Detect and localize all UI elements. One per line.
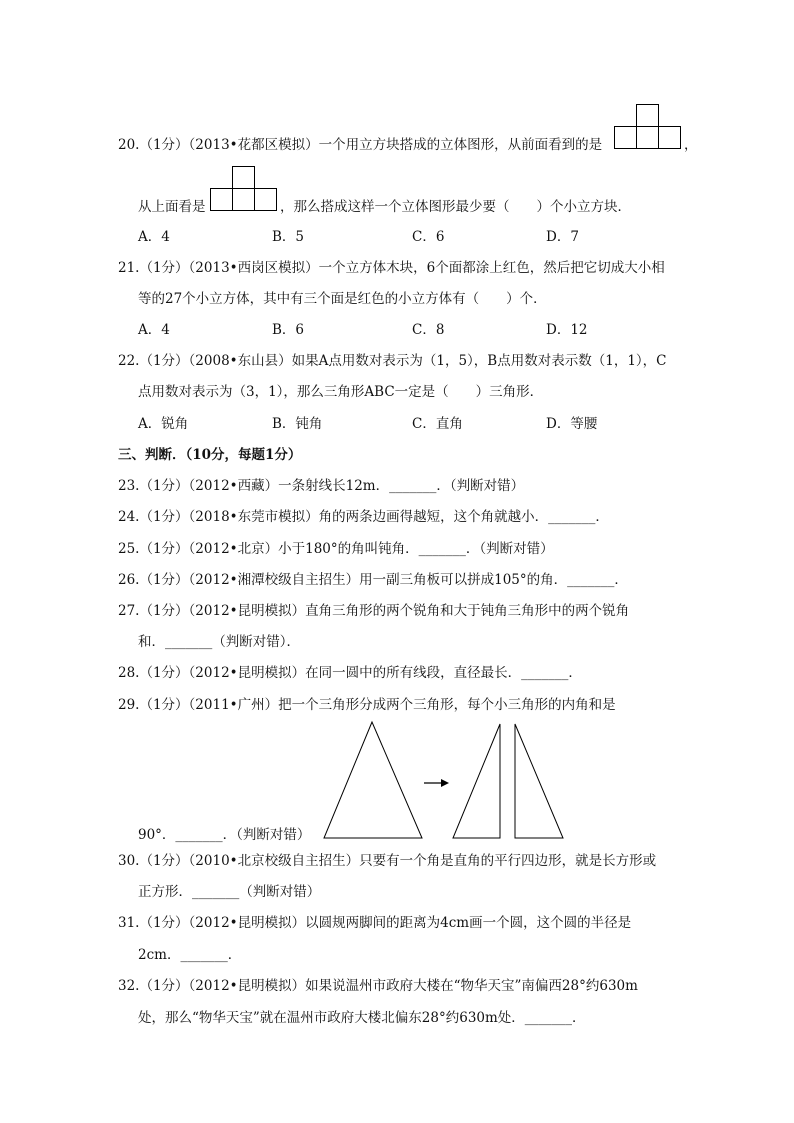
q28: 28.（1分）（2012•昆明模拟）在同一圆中的所有线段，直径最长．_______． <box>118 665 582 681</box>
q21-option-a: A．4 <box>138 322 170 338</box>
q20-option-b: B．5 <box>272 229 305 245</box>
q22-option-c: C．直角 <box>412 416 463 432</box>
q20-comma: ， <box>684 137 698 153</box>
q23: 23.（1分）（2012•西藏）一条射线长12m．_______．（判断对错） <box>118 478 525 494</box>
q25: 25.（1分）（2012•北京）小于180°的角叫钝角．_______．（判断对错） <box>118 541 554 557</box>
arrow-right-icon <box>424 779 449 787</box>
q21-option-b: B．6 <box>272 322 305 338</box>
q21-option-c: C．8 <box>412 322 445 338</box>
large-triangle <box>324 722 422 838</box>
q20-line2-start: 从上面看是 <box>138 199 206 215</box>
section-heading-judgment: 三、判断．（10分，每题1分） <box>118 447 302 463</box>
q21-line1: 21.（1分）（2013•西岗区模拟）一个立方体木块，6个面都涂上红色，然后把它切成大小相 <box>118 260 665 276</box>
q26: 26.（1分）（2012•湘潭校级自主招生）用一副三角板可以拼成105°的角．_______． <box>118 572 628 588</box>
q20-line1 <box>118 136 602 154</box>
q20-text1: 20.（1分）（2013•花都区模拟）一个用立方块搭成的立体图形，从前面看到的是 <box>118 137 603 153</box>
q22-option-a: A．锐角 <box>138 416 189 432</box>
q31-line2: 2cm．_______． <box>138 947 242 963</box>
q29-line2: 90°．_______．（判断对错） <box>138 827 311 843</box>
q21-line2: 等的27个小立方体，其中有三个面是红色的小立方体有（ ）个． <box>138 291 547 307</box>
q20-top-view-figure <box>208 166 280 212</box>
q20-front-view-figure <box>612 104 684 150</box>
left-right-triangle <box>453 724 500 838</box>
q20-line2-end: ，那么搭成这样一个立体图形最少要（ ）个小立方块． <box>280 199 631 215</box>
q20-option-d: D．7 <box>546 229 579 245</box>
q29-triangle-split-figure <box>320 720 570 842</box>
q30-line1: 30.（1分）（2010•北京校级自主招生）只要有一个角是直角的平行四边形，就是长方形或 <box>118 853 657 869</box>
q22-line1: 22.（1分）（2008•东山县）如果A点用数对表示为（1，5），B点用数对表示数（1，1），C <box>118 353 667 369</box>
q32-line2: 处，那么“物华天宝”就在温州市政府大楼北偏东28°约630m处．_______． <box>138 1010 586 1026</box>
q22-option-b: B．钝角 <box>272 416 323 432</box>
q30-line2: 正方形．_______（判断对错） <box>138 884 321 900</box>
q27-line1: 27.（1分）（2012•昆明模拟）直角三角形的两个锐角和大于钝角三角形中的两个锐角 <box>118 603 630 619</box>
q22-option-d: D．等腰 <box>546 416 598 432</box>
q32-line1: 32.（1分）（2012•昆明模拟）如果说温州市政府大楼在“物华天宝”南偏西28°约630m <box>118 978 638 994</box>
q20-option-c: C．6 <box>412 229 445 245</box>
q29-line1: 29.（1分）（2011•广州）把一个三角形分成两个三角形，每个小三角形的内角和是 <box>118 697 616 713</box>
q22-line2: 点用数对表示为（3，1），那么三角形ABC一定是（ ）三角形． <box>138 384 544 400</box>
q31-line1: 31.（1分）（2012•昆明模拟）以圆规两脚间的距离为4cm画一个圆，这个圆的半径是 <box>118 915 632 931</box>
q21-option-d: D．12 <box>546 322 588 338</box>
q27-line2: 和．_______（判断对错）． <box>138 634 300 650</box>
right-right-triangle <box>515 724 563 838</box>
q20-option-a: A．4 <box>138 229 170 245</box>
q24: 24.（1分）（2018•东莞市模拟）角的两条边画得越短，这个角就越小．_______． <box>118 509 609 525</box>
